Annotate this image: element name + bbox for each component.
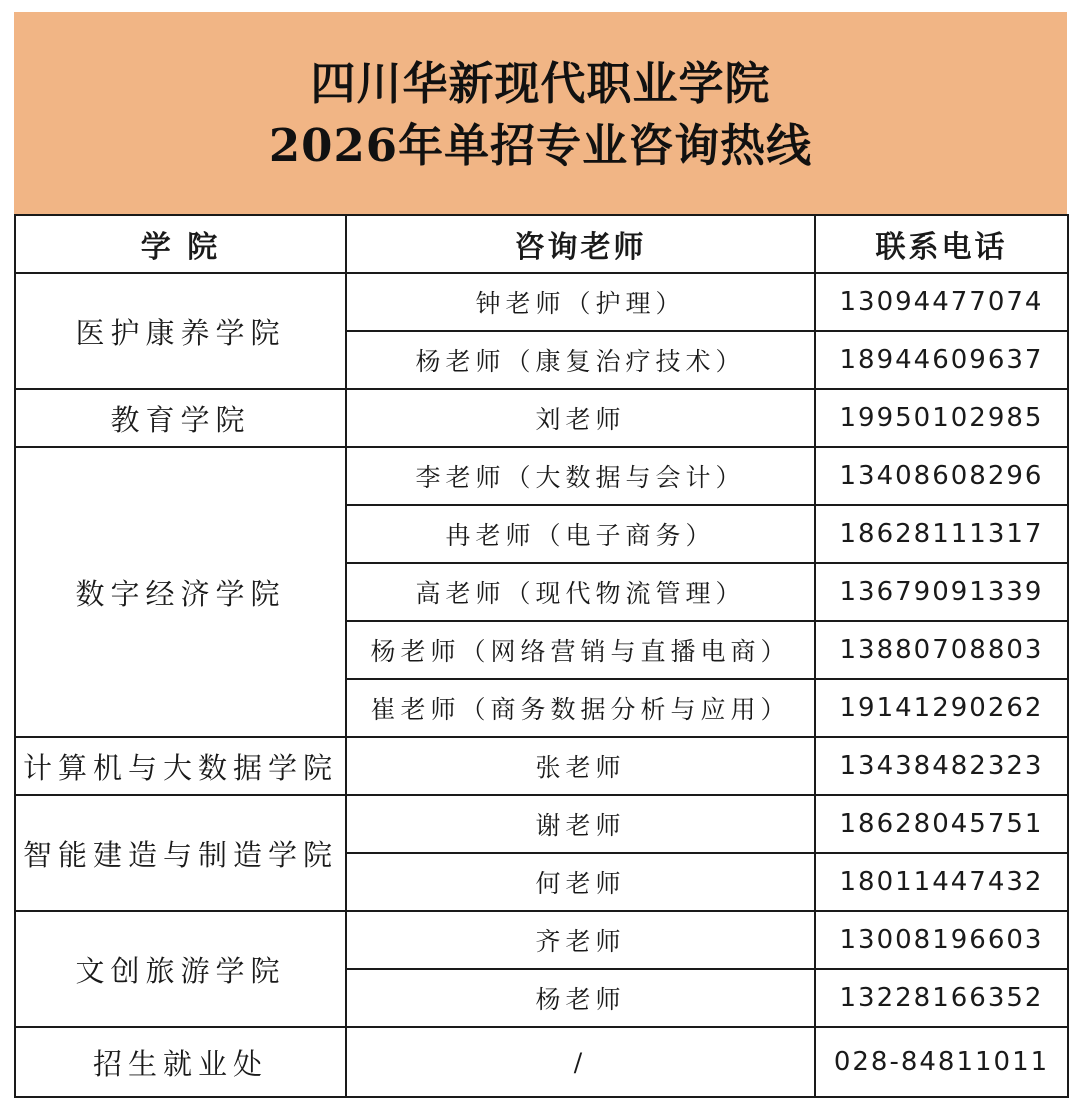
teacher-cell: 杨老师 <box>346 969 815 1027</box>
teacher-cell: 李老师（大数据与会计） <box>346 447 815 505</box>
phone-number[interactable]: 13438482323 <box>815 737 1068 795</box>
teacher-cell: 齐老师 <box>346 911 815 969</box>
teacher-cell: / <box>346 1027 815 1097</box>
page-title-school: 四川华新现代职业学院 <box>310 57 771 110</box>
college-cell: 医护康养学院 <box>15 273 346 389</box>
table-row <box>15 1027 1068 1097</box>
teacher-cell: 崔老师（商务数据分析与应用） <box>346 679 815 737</box>
teacher-cell: 何老师 <box>346 853 815 911</box>
teacher-cell: 刘老师 <box>346 389 815 447</box>
college-cell: 计算机与大数据学院 <box>15 737 346 795</box>
hotline-table <box>14 214 1069 1098</box>
table-row <box>15 447 1068 505</box>
column-header-teacher: 咨询老师 <box>346 215 815 273</box>
table-row <box>15 911 1068 969</box>
college-cell: 教育学院 <box>15 389 346 447</box>
page-title-subject: 2026年单招专业咨询热线 <box>268 119 813 172</box>
phone-number[interactable]: 13880708803 <box>815 621 1068 679</box>
table-row <box>15 273 1068 331</box>
teacher-cell: 钟老师（护理） <box>346 273 815 331</box>
column-header-phone: 联系电话 <box>815 215 1068 273</box>
title-banner <box>14 12 1067 214</box>
phone-number[interactable]: 19141290262 <box>815 679 1068 737</box>
teacher-cell: 谢老师 <box>346 795 815 853</box>
teacher-cell: 张老师 <box>346 737 815 795</box>
teacher-cell: 冉老师（电子商务） <box>346 505 815 563</box>
teacher-cell: 高老师（现代物流管理） <box>346 563 815 621</box>
table-header-row <box>15 215 1068 273</box>
phone-number[interactable]: 18628111317 <box>815 505 1068 563</box>
table-row <box>15 737 1068 795</box>
teacher-cell: 杨老师（康复治疗技术） <box>346 331 815 389</box>
phone-number[interactable]: 13008196603 <box>815 911 1068 969</box>
column-header-college: 学 院 <box>15 215 346 273</box>
college-cell: 招生就业处 <box>15 1027 346 1097</box>
college-cell: 文创旅游学院 <box>15 911 346 1027</box>
phone-number[interactable]: 13094477074 <box>815 273 1068 331</box>
phone-number[interactable]: 028-84811011 <box>815 1027 1068 1097</box>
phone-number[interactable]: 19950102985 <box>815 389 1068 447</box>
table-row <box>15 389 1068 447</box>
college-cell: 数字经济学院 <box>15 447 346 737</box>
phone-number[interactable]: 13679091339 <box>815 563 1068 621</box>
phone-number[interactable]: 13228166352 <box>815 969 1068 1027</box>
phone-number[interactable]: 18011447432 <box>815 853 1068 911</box>
table-row <box>15 795 1068 853</box>
teacher-cell: 杨老师（网络营销与直播电商） <box>346 621 815 679</box>
phone-number[interactable]: 18944609637 <box>815 331 1068 389</box>
college-cell: 智能建造与制造学院 <box>15 795 346 911</box>
phone-number[interactable]: 13408608296 <box>815 447 1068 505</box>
phone-number[interactable]: 18628045751 <box>815 795 1068 853</box>
